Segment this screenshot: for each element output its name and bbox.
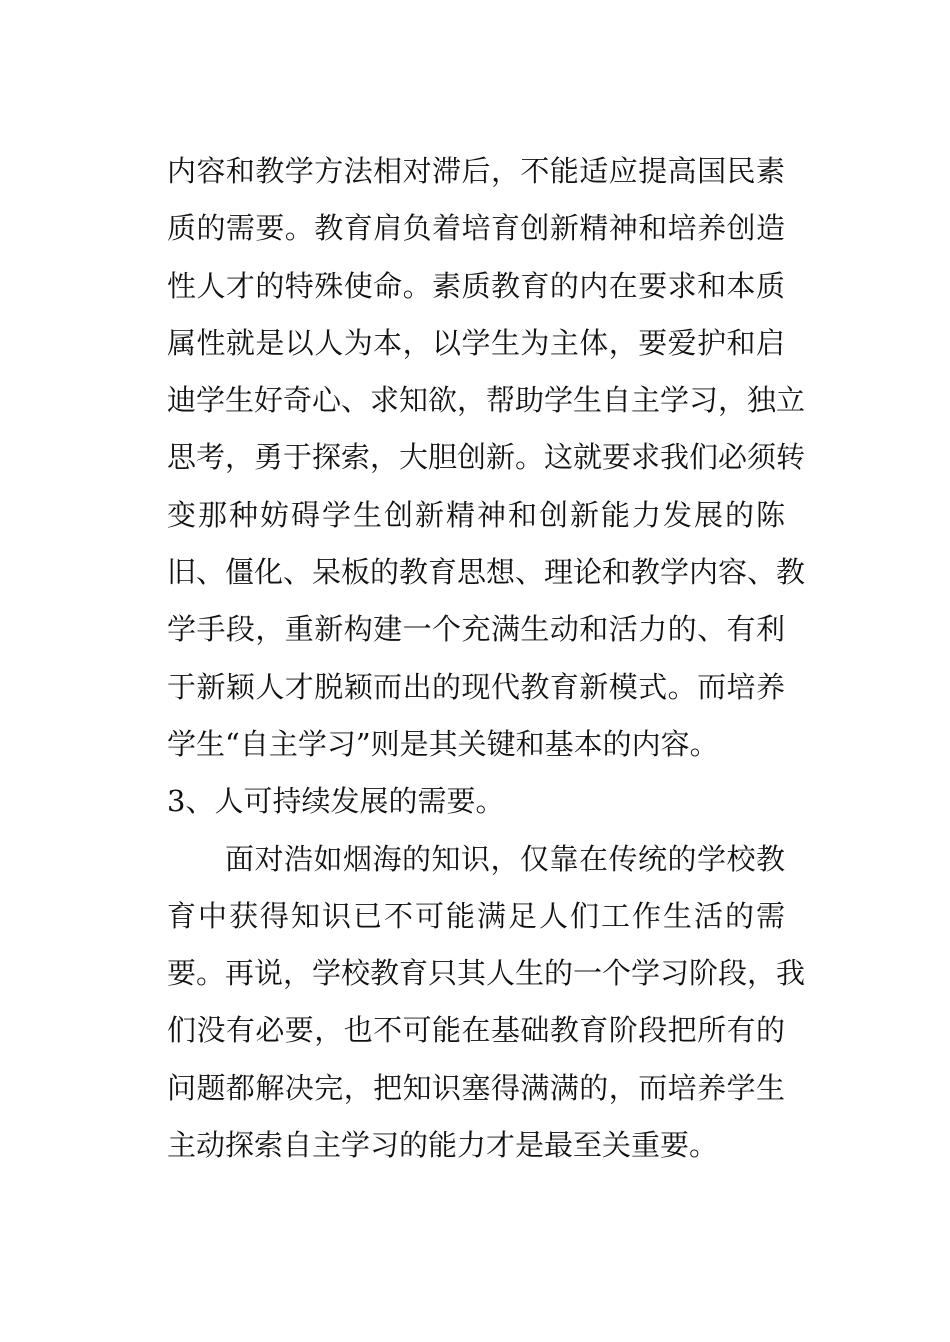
text-line: 要。再说，学校教育只其人生的一个学习阶段，我: [167, 956, 806, 991]
paragraph-end-line: 学生“自主学习”则是其关键和基本的内容。: [167, 726, 719, 761]
text-line: 于新颖人才脱颖而出的现代教育新模式。而培养: [167, 669, 785, 704]
text-line: 旧、僵化、呆板的教育思想、理论和教学内容、教: [167, 555, 806, 590]
text-line: 内容和教学方法相对滞后，不能适应提高国民素: [167, 154, 785, 188]
text-line: 学手段，重新构建一个充满生动和活力的、有利: [167, 612, 785, 647]
text-line: 们没有必要，也不可能在基础教育阶段把所有的: [167, 1013, 785, 1048]
text-line: 质的需要。教育肩负着培育创新精神和培养创造: [167, 211, 785, 246]
text-line: 性人才的特殊使命。素质教育的内在要求和本质: [167, 268, 785, 303]
text-line: 育中获得知识已不可能满足人们工作生活的需: [167, 898, 785, 933]
text-line: 变那种妨碍学生创新精神和创新能力发展的陈: [167, 497, 785, 532]
body-text: [167, 143, 806, 1174]
paragraph-first-line: 面对浩如烟海的知识，仅靠在传统的学校教: [225, 841, 785, 876]
text-line: 问题都解决完，把知识塞得满满的，而培养学生: [167, 1070, 785, 1105]
text-line: 属性就是以人为本，以学生为主体，要爱护和启: [167, 325, 785, 360]
text-line: 迪学生好奇心、求知欲，帮助学生自主学习，独立: [167, 383, 806, 418]
text-line: 思考，勇于探索，大胆创新。这就要求我们必须转: [167, 440, 806, 475]
paragraph-end-line: 主动探索自主学习的能力才是最至关重要。: [167, 1128, 719, 1163]
section-heading: 3、人可持续发展的需要。: [167, 784, 505, 819]
